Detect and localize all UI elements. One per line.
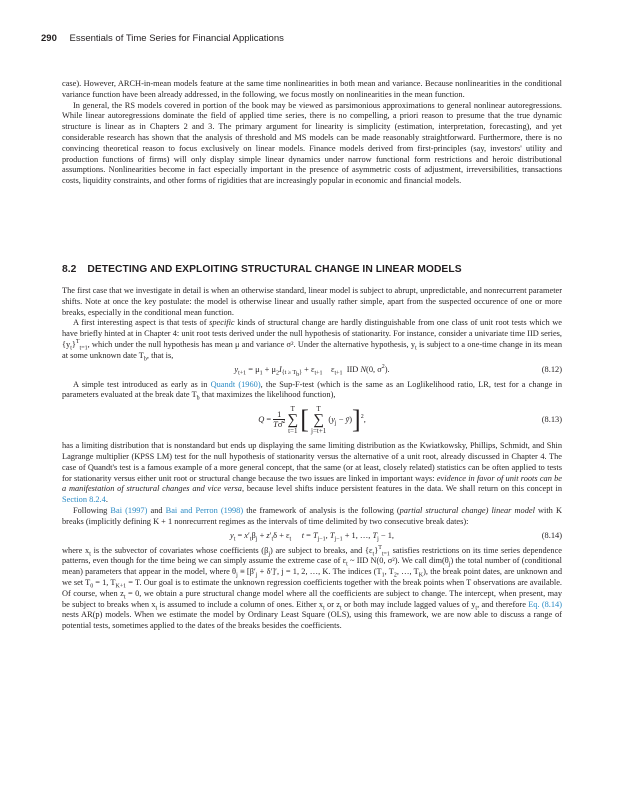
equation-number: (8.13) bbox=[541, 415, 562, 425]
paragraph: A simple test introduced as early as in Quandt (1960), the Sup-F-test (which is the same as an Loglikelihood ratio, LR, test for a change in parameters evaluated at the break date $T_b$ that maximizes the likelihood function), bbox=[62, 379, 562, 403]
section-number: 8.2 bbox=[62, 264, 77, 275]
paragraph: The first case that we investigate in detail is when an otherwise standard, linear model is subject to abrupt, unpredictable, and nonrecurrent parameter shifts. Note at once the key postulate: the model is otherwise linear and usually rather simple, apart from the suspected occurence of one or more breaks, especially in the conditional mean function. bbox=[62, 286, 562, 317]
paragraph: case). However, ARCH-in-mean models feature at the same time nonlinearities in both mean and variance. Because nonlinearities in the conditional variance function have been already addressed, in the following, we focus mostly on nonlinearities in the mean function. bbox=[62, 79, 562, 99]
equation-8-13 bbox=[62, 401, 562, 441]
section-heading bbox=[62, 264, 582, 275]
section-title: DETECTING AND EXPLOITING STRUCTURAL CHANGE IN LINEAR MODELS bbox=[87, 264, 462, 275]
equation-link[interactable]: Eq. (8.14) bbox=[528, 599, 563, 609]
running-title: Essentials of Time Series for Financial Applications bbox=[69, 33, 284, 44]
paragraph: In general, the RS models covered in portion of the book may be viewed as parsimonious approximations to general nonlinear autoregressions. While linear autoregressions dominate the field of applied time series, there is no compelling, a priori reason to presume that the true dynamic structure is linear as in Chapters 2 and 3. The primary argument for linearity is simplicity (estimation, interpretation, forecasting), and yet considerable research has shown that the analysis of threshold and MS models can be made reasonably straightforward. Furthermore, there is no convincing theoretical reason to focus exclusively on linear models. Finance models derived from first-principles (say, investors' utility and production functions of firms) will only display simple linear dynamics under narrow functional form restrictions and heroic distributional assumptions. Nonlinearities become in fact especially important in the presence of asymmetric costs of adjustment, irreversibilities, transactions costs, liquidity constraints, and other forms of rigidities that are increasingly popular in economic and financial models. bbox=[62, 100, 562, 186]
page-number: 290 bbox=[41, 33, 57, 44]
paragraph: has a limiting distribution that is nonstandard but ends up displaying the same limiting distribution as the Kwiatkowsky, Phillips, Schmidt, and Shin Lagrange multiplier (KPSS LM) test for the null hypothesis of stationarity versus the alternative of a unit root, already discussed in Chapter 4. The case of Quandt's test is a famous example of a more general concept, that the same (or at least, closely related) statistics can be often applied to tests for stationarity versus either unit root or structural change because the two issues are linked in important ways: evidence in favor of unit roots can be a manifestation of structural changes and vice versa, because level shifts induce persistent features in the data. We shall return on this concept in Section 8.2.4. bbox=[62, 441, 562, 505]
equation-body: Q = $\frac{1}{T\sigmâ^2}$ T ∑ t=1 [ T ∑ j=t+1 ($y_j$ − ȳ)]$^2$, bbox=[258, 405, 366, 436]
paragraph: Following Bai (1997) and Bai and Perron (1998) the framework of analysis is the following (partial structural change) linear model with K breaks (implicitly defining K + 1 nonrecurrent regimes as the intervals of time delimited by two consecutive break dates): bbox=[62, 505, 562, 526]
equation-8-12 bbox=[62, 362, 562, 380]
paragraph: where $x_t$ is the subvector of covariates whose coefficients $(\beta_j)$ are subject to breaks, and $\{\varepsilon_t\}^T_{t=1}$ satisfies restrictions on its time series dependence patterns, even though for the time being we can simply assume the extreme case of $\varepsilon_t$ ~ IID N(0, σ²). We call $dim(\theta_j)$ the total number of (conditional mean) parameters that appear in the model, where $\theta_j \equiv [\beta'_j + \delta']'$, j = 1, 2, …, K. The indices ($T_1$, $T_2$, …, $T_K$), the break point dates, are unknown and we set $T_0 = 1$, $T_{K+1} = T$. Our goal is to estimate the unknown regression coefficients together with the break points when T observations are available. Of course, when $z_t = 0$, we obtain a pure structural change model where all the coefficients are subject to change. The intercept, when present, may be subject to breaks when $x_t$ is assumed to include a column of ones. Either $x_t$ or $z_t$ or both may include lagged values of $y_t$, and therefore Eq. (8.14) nests AR(p) models. When we estimate the model by Ordinary Least Square (OLS), using this framework, we are now able to discuss a range of potential tests, sometimes applied to the dates of the breaks besides the coefficients. bbox=[62, 544, 563, 631]
paragraph: A first interesting aspect is that tests of specific kinds of structural change are hardly distinguishable from one class of unit root tests which we have briefly hinted at in Chapter 4: unit root tests derived under the null hypothesis of stationarity. For instance, consider a univariate time IID series, $\{y_t\}^T_{t=1}$, which under the null hypothesis has mean μ and variance σ². Under the alternative hypothesis, $y_t$ is subject to a one-time change in its mean at some unknown date $T_b$, that is, bbox=[62, 318, 563, 363]
equation-body: $y_{t+1} = \mu_1 + \mu_2I_{\{t \ge T_b\}} + \varepsilon_{t+1}$ $\varepsilon_{t+1}$ IID N(0, $\sigma^2$). bbox=[234, 363, 390, 379]
running-header bbox=[41, 33, 284, 44]
citation-link[interactable]: Quandt (1960) bbox=[210, 379, 261, 389]
citation-link[interactable]: Bai (1997) bbox=[110, 505, 148, 515]
equation-number: (8.12) bbox=[541, 364, 562, 374]
section-body bbox=[62, 286, 562, 632]
section-link[interactable]: Section 8.2.4 bbox=[62, 495, 106, 505]
equation-number: (8.14) bbox=[541, 530, 562, 540]
intro-text bbox=[62, 79, 562, 187]
citation-link[interactable]: Bai and Perron (1998) bbox=[165, 505, 244, 515]
equation-body: $y_t = x'_t\beta_j + z'_t\delta + \varepsilon_t$ $t = T_{j-1}$, $T_{j-1} + 1$, …, $T_j - 1$, bbox=[229, 530, 394, 543]
equation-8-14 bbox=[62, 528, 562, 546]
